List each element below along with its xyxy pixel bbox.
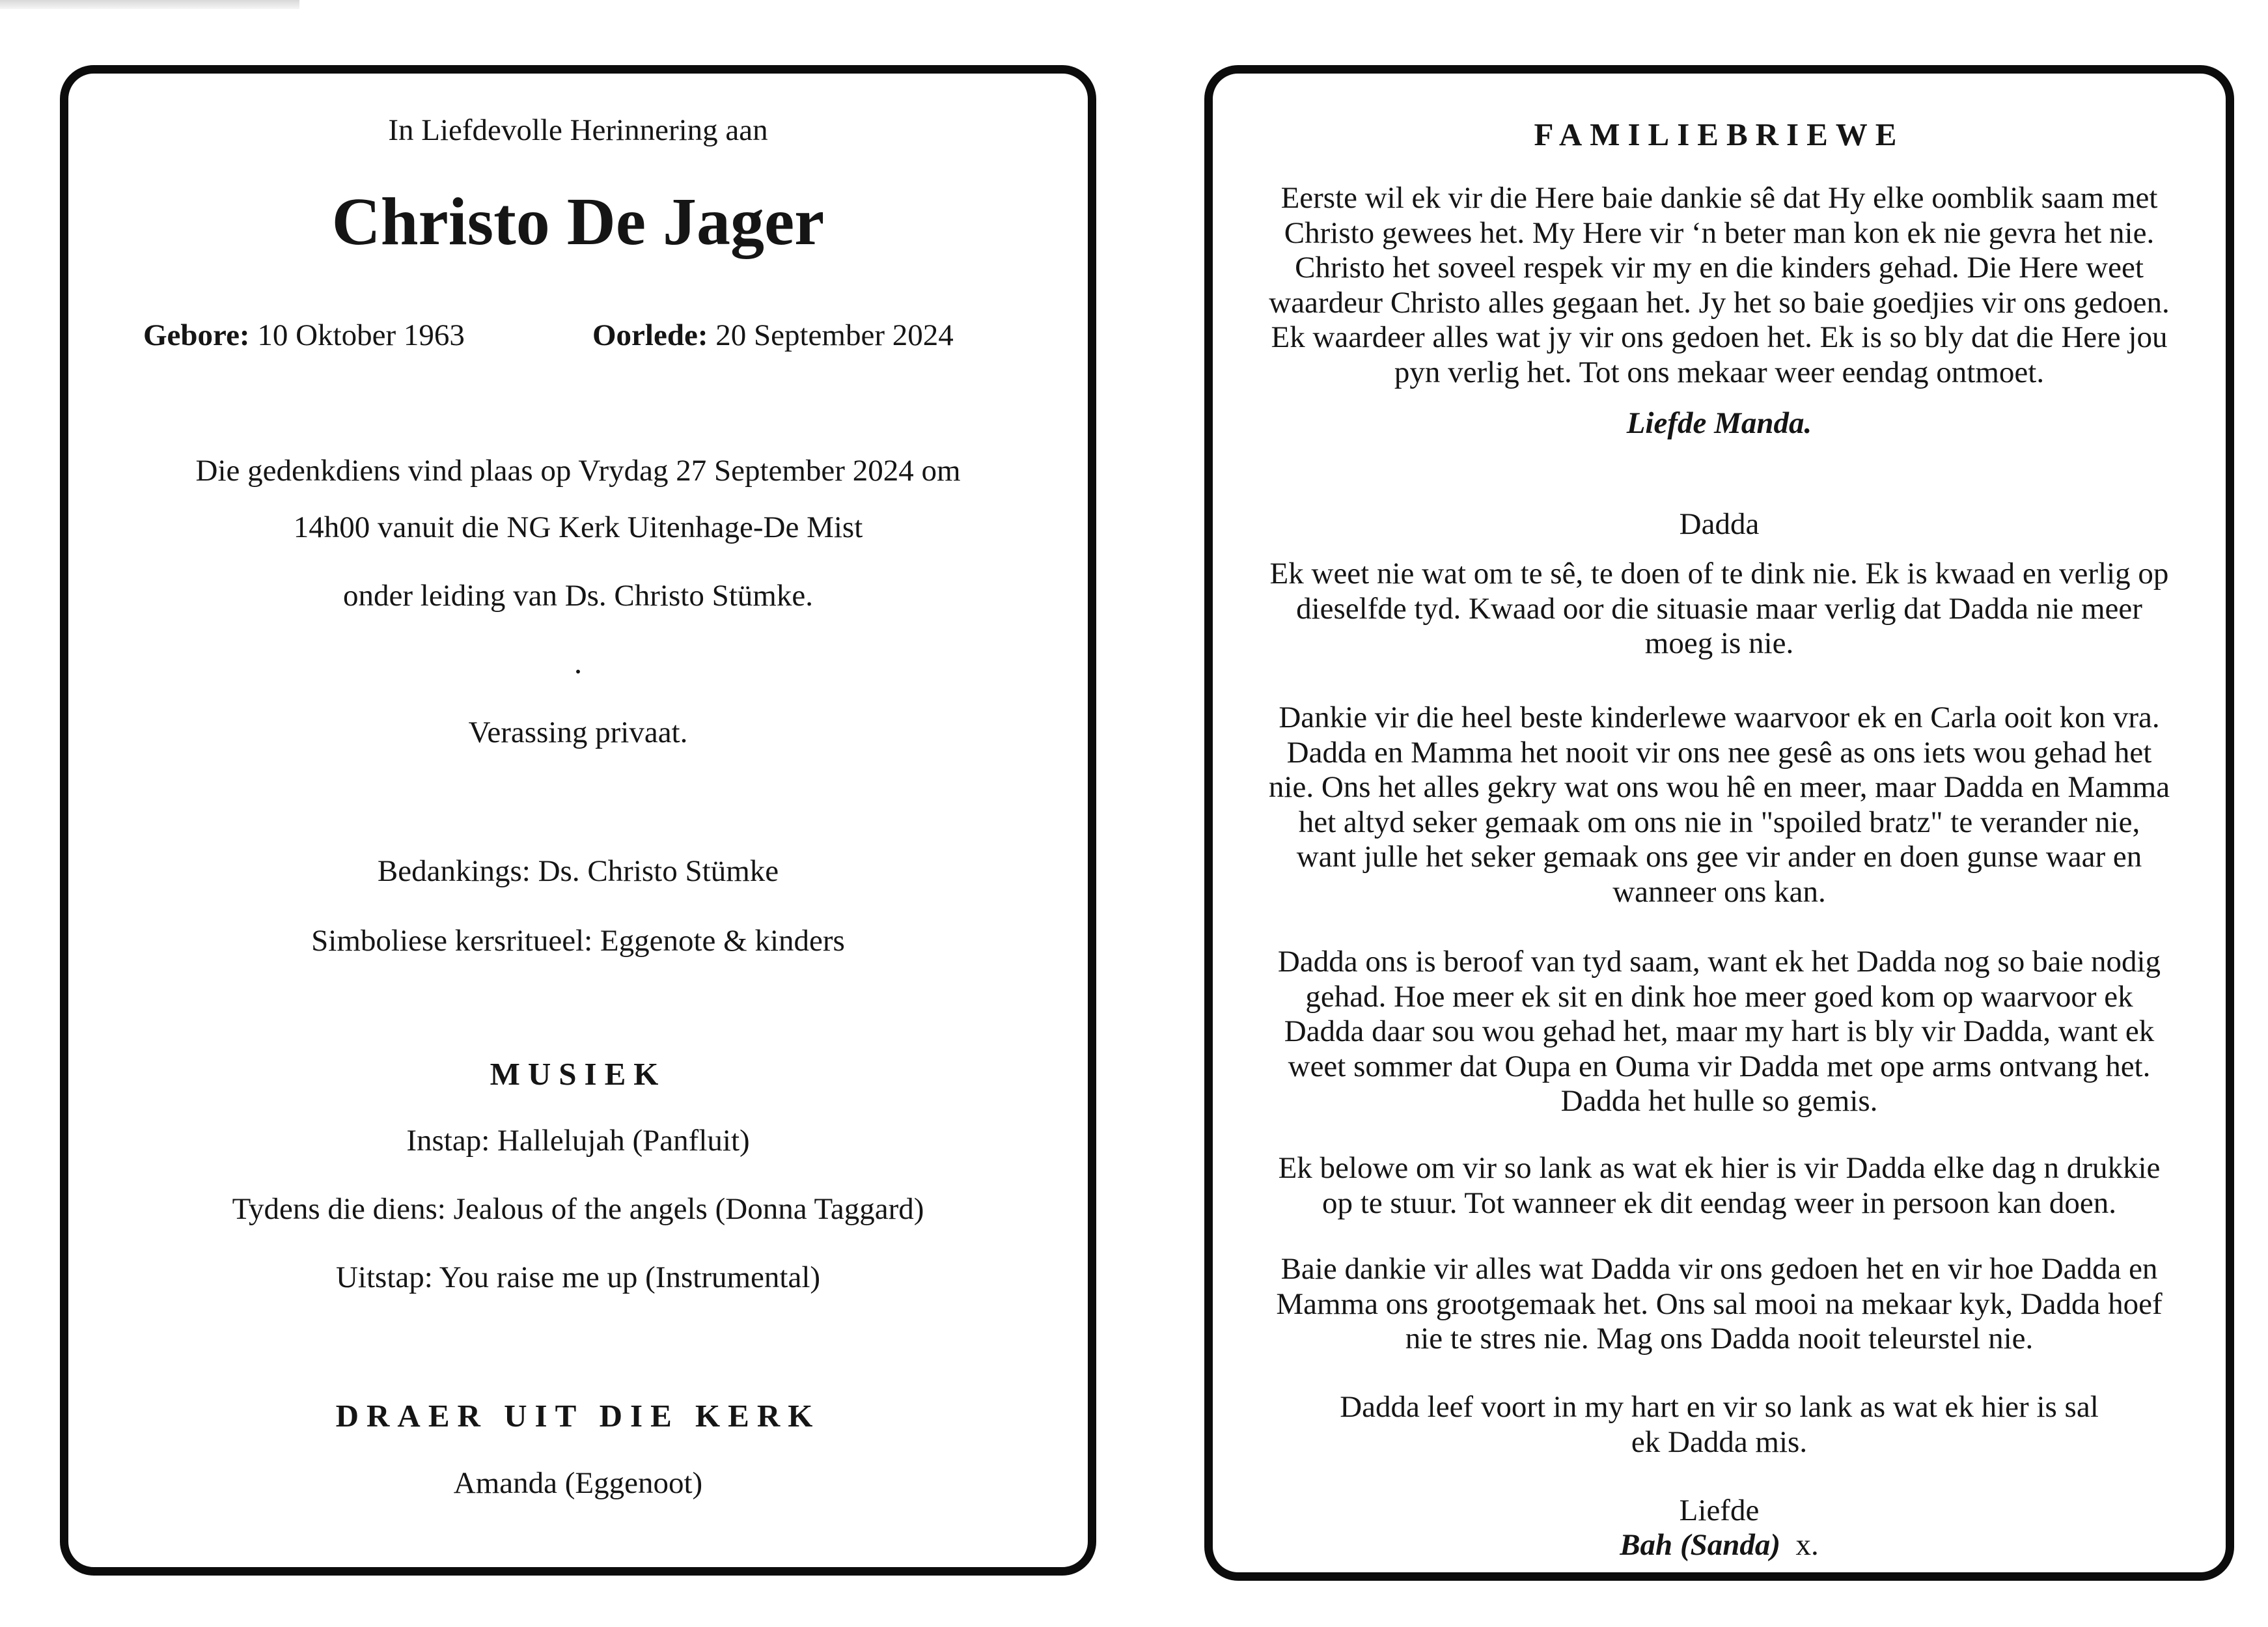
family-letters-panel xyxy=(1204,65,2234,1581)
intro-line: In Liefdevolle Herinnering aan xyxy=(388,113,768,147)
letter-paragraph xyxy=(1226,945,2213,1119)
bearer-heading: DRAER UIT DIE KERK xyxy=(335,1398,821,1434)
letter-line: Dadda het hulle so gemis. xyxy=(1560,1084,1878,1118)
letter-line: weet sommer dat Oupa en Ouma vir Dadda met ope arms ontvang het. xyxy=(1288,1049,2151,1083)
dates-row xyxy=(68,318,1088,357)
letter-line: Ek weet nie wat om te sê, te doen of te dink nie. Ek is kwaad en verlig op xyxy=(1269,557,2169,591)
letter-signature: Liefde Manda. xyxy=(1626,406,1812,440)
letter-line: moeg is nie. xyxy=(1644,626,1794,660)
letter-line: Ek belowe om vir so lank as wat ek hier is vir Dadda elke dag n drukkie xyxy=(1278,1151,2161,1185)
deceased-name: Christo De Jager xyxy=(331,184,825,259)
service-line: Die gedenkdiens vind plaas op Vrydag 27 September 2024 om xyxy=(195,454,961,488)
music-item: Tydens die diens: Jealous of the angels (Donna Taggard) xyxy=(232,1192,924,1226)
memorial-program-panel xyxy=(60,65,1096,1576)
separator-dot: . xyxy=(574,644,583,680)
birth-info xyxy=(143,318,465,353)
letter-line: Eerste wil ek vir die Here baie dankie sê dat Hy elke oomblik saam met xyxy=(1280,181,2158,215)
music-item: Uitstap: You raise me up (Instrumental) xyxy=(335,1260,821,1294)
death-info xyxy=(592,318,954,353)
thanks-line: Bedankings: Ds. Christo Stümke xyxy=(377,854,779,888)
candle-ritual-line: Simboliese kersritueel: Eggenote & kinders xyxy=(311,924,845,958)
letter-line: Baie dankie vir alles wat Dadda vir ons gedoen het en vir hoe Dadda en xyxy=(1280,1252,2158,1286)
letter-line: Dadda leef voort in my hart en vir so lank as wat ek hier is sal xyxy=(1340,1390,2099,1424)
cremation-note: Verassing privaat. xyxy=(468,716,688,749)
letter-line: dieselfde tyd. Kwaad oor die situasie maar verlig dat Dadda nie meer xyxy=(1296,591,2142,626)
letter-paragraph xyxy=(1226,557,2213,661)
letter-paragraph xyxy=(1226,1252,2213,1357)
born-date: 10 Oktober 1963 xyxy=(257,318,465,352)
page-edge-shadow xyxy=(0,0,299,9)
closing-word: Liefde xyxy=(1679,1494,1760,1527)
letter-line: het altyd seker gemaak om ons nie in "spoiled bratz" te verander nie, xyxy=(1298,805,2140,839)
closing-signature xyxy=(1213,1527,2226,1563)
letter-line: nie te stres nie. Mag ons Dadda nooit teleurstel nie. xyxy=(1405,1322,2034,1356)
letter-line: gehad. Hoe meer ek sit en dink hoe meer goed kom op waarvoor ek xyxy=(1305,979,2133,1014)
letter-line: Mamma ons grootgemaak het. Ons sal mooi na mekaar kyk, Dadda hoef xyxy=(1276,1286,2163,1321)
letter-line: ek Dadda mis. xyxy=(1631,1425,1808,1459)
letters-heading: FAMILIEBRIEWE xyxy=(1534,117,1905,152)
letter-manda xyxy=(1226,181,2213,390)
letter-line: Dankie vir die heel beste kinderlewe waarvoor ek en Carla ooit kon vra. xyxy=(1279,701,2160,734)
letter-paragraph xyxy=(1226,1151,2213,1221)
letter-line: Dadda ons is beroof van tyd saam, want ek het Dadda nog so baie nodig xyxy=(1277,945,2161,979)
salutation: Dadda xyxy=(1679,507,1760,541)
letter-line: Ek waardeer alles wat jy vir ons gedoen het. Ek is so bly dat die Here jou xyxy=(1271,320,2168,354)
bearer-name: Amanda (Eggenoot) xyxy=(453,1466,703,1500)
letter-paragraph xyxy=(1226,1390,2213,1460)
letter-line: wanneer ons kan. xyxy=(1612,874,1826,909)
letter-line: want julle het seker gemaak ons gee vir ander en doen gunse waar en xyxy=(1296,840,2142,874)
letter-line: Christo gewees het. My Here vir ‘n beter man kon ek nie gevra het nie. xyxy=(1284,216,2155,250)
letter-line: nie. Ons het alles gekry wat ons wou hê en meer, maar Dadda en Mamma xyxy=(1268,770,2170,804)
music-item: Instap: Hallelujah (Panfluit) xyxy=(406,1124,750,1158)
kiss-mark: x. xyxy=(1795,1528,1819,1562)
letter-line: Dadda en Mamma het nooit vir ons nee gesê as ons iets wou gehad het xyxy=(1286,735,2152,770)
letter-paragraph xyxy=(1226,701,2213,910)
service-line: onder leiding van Ds. Christo Stümke. xyxy=(343,579,813,613)
born-label: Gebore: xyxy=(143,318,250,352)
letter-line: pyn verlig het. Tot ons mekaar weer eendag ontmoet. xyxy=(1394,355,2045,389)
died-label: Oorlede: xyxy=(592,318,708,352)
music-heading: MUSIEK xyxy=(490,1056,667,1092)
letter-line: op te stuur. Tot wanneer ek dit eendag weer in persoon kan doen. xyxy=(1321,1186,2117,1220)
service-line: 14h00 vanuit die NG Kerk Uitenhage-De Mist xyxy=(293,510,863,544)
letter-line: waardeur Christo alles gegaan het. Jy het so baie goedjies vir ons gedoen. xyxy=(1269,285,2170,320)
letter-line: Christo het soveel respek vir my en die kinders gehad. Die Here weet xyxy=(1295,251,2144,285)
died-date: 20 September 2024 xyxy=(715,318,954,352)
letter-line: Dadda daar sou wou gehad het, maar my hart is bly vir Dadda, want ek xyxy=(1284,1014,2155,1048)
signer-name: Bah (Sanda) xyxy=(1620,1528,1781,1562)
